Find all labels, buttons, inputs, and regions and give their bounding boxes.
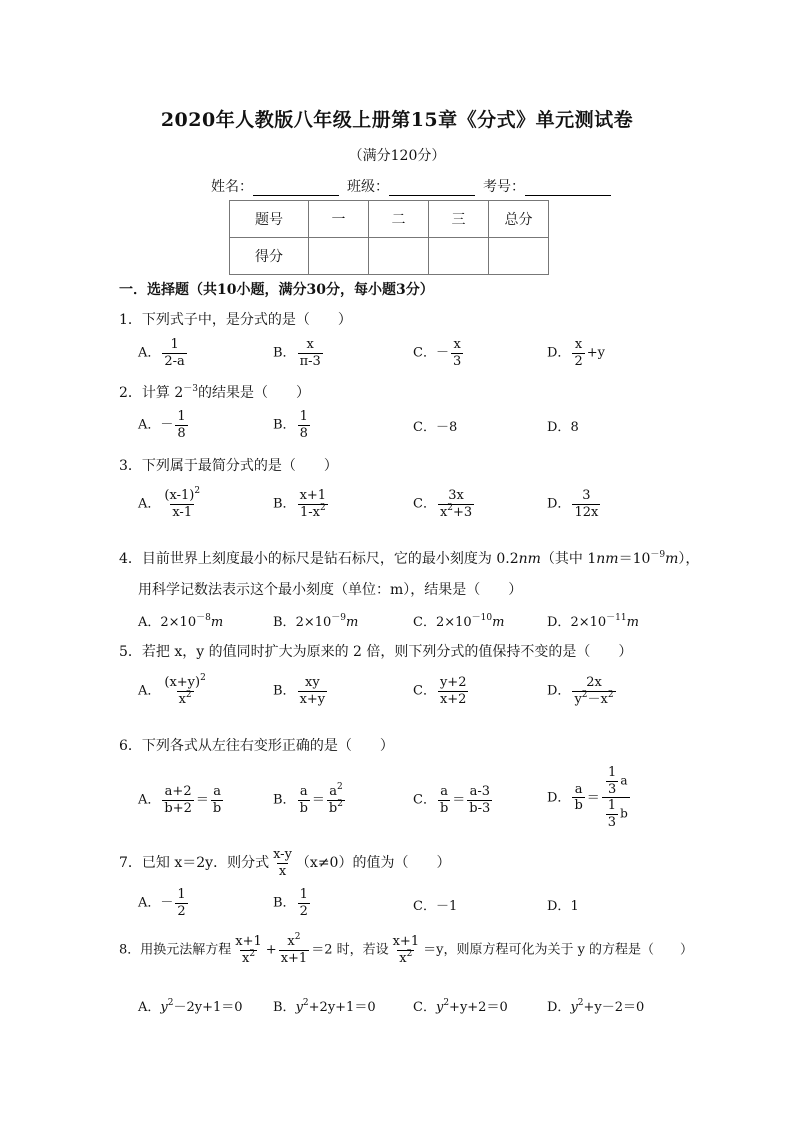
score-cell[interactable]: [489, 238, 549, 275]
q2-option-c: C．－8: [413, 420, 458, 435]
page-subtitle: （满分120分）: [348, 148, 446, 164]
q4-stem-line1: 4．目前世界上刻度最小的标尺是钻石标尺，它的最小刻度为 0.2nm（其中 $1nm=10^{-9}m$），: [119, 550, 700, 567]
class-label: 班级：: [347, 179, 389, 195]
q6-option-a: A． $\frac{a+2}{b+2}$ ＝ $\frac{a}{b}$: [138, 784, 222, 816]
score-table-header-cell: 二: [369, 201, 429, 238]
q4-option-c: C．$2\times 10^{-10}m$: [413, 613, 505, 630]
q3-option-b: B． $\frac{x+1}{1-x^2}$: [273, 488, 327, 520]
name-field[interactable]: [253, 181, 339, 196]
q7-option-c: C．－1: [413, 899, 458, 914]
q5-stem: 5．若把 x，y 的值同时扩大为原来的 2 倍，则下列分式的值保持不变的是（ ）: [119, 644, 633, 660]
q1-stem: 1．下列式子中，是分式的是（ ）: [119, 312, 352, 328]
q6-option-d: D． $\frac{a}{b}$ ＝ $\frac{1}{3}$ a $\frac{1}{3}$ b: [547, 765, 628, 830]
q5-option-b: B． $\frac{xy}{x+y}$: [273, 675, 326, 707]
score-cell[interactable]: [369, 238, 429, 275]
q8-stem: 8．用换元法解方程 $\frac{x+1}{x^2}$ + $\frac{x^2}{x+1}$ ＝2 时，若设 $\frac{x+1}{x^2}$ ＝y，则原方程可化为关于 y 的方程是（ ）: [119, 932, 694, 966]
name-label: 姓名：: [211, 179, 253, 195]
score-cell[interactable]: [309, 238, 369, 275]
q2-option-b: B． $\frac{1}{8}$: [273, 409, 308, 441]
score-row-label: 得分: [230, 238, 309, 275]
q7-stem: 7．已知 x＝2y．则分式 $\frac{x-y}{x}$ （x≠0）的值为（ ）: [119, 847, 451, 879]
id-label: 考号：: [483, 179, 525, 195]
q3-stem: 3．下列属于最简分式的是（ ）: [119, 458, 338, 474]
q8-option-a: A．$y^2-2y+1=0$: [138, 998, 243, 1015]
q3-option-d: D． $\frac{3}{12x}$: [547, 488, 599, 520]
q7-option-a: A．－ $\frac{1}{2}$: [138, 887, 186, 919]
q6-option-b: B． $\frac{a}{b}$ ＝ $\frac{a^2}{b^2}$: [273, 782, 343, 816]
q5-option-a: A． $\frac{(x+y)^2}{x^2}$: [138, 673, 206, 707]
q4-option-d: D．$2\times 10^{-11}m$: [547, 613, 639, 630]
id-field[interactable]: [525, 181, 611, 196]
q4-option-b: B．$2\times 10^{-9}m$: [273, 613, 359, 630]
score-cell[interactable]: [429, 238, 489, 275]
q8-option-c: C．$y^2+y+2=0$: [413, 998, 508, 1015]
q4-option-a: A．$2\times 10^{-8}m$: [138, 613, 224, 630]
class-field[interactable]: [389, 181, 475, 196]
score-table: [229, 200, 549, 275]
score-table-header-row: [230, 201, 549, 238]
q2-option-a: A．－ $\frac{1}{8}$: [138, 409, 186, 441]
q3-option-a: A． $\frac{(x-1)^2}{x-1}$: [138, 486, 201, 520]
score-table-header-cell: 题号: [230, 201, 309, 238]
q3-option-c: C． $\frac{3x}{x^2+3}$: [413, 488, 473, 520]
q6-stem: 6．下列各式从左往右变形正确的是（ ）: [119, 738, 394, 754]
q1-option-a: A． $\frac{1}{2-a}$: [138, 337, 185, 369]
score-table-score-row: [230, 238, 549, 275]
q7-option-d: D．1: [547, 899, 579, 914]
section-heading: 一．选择题（共10小题，满分30分，每小题3分）: [119, 282, 434, 298]
q2-stem: 2．计算 $2^{-3}$的结果是（ ）: [119, 384, 310, 401]
student-info: [211, 176, 619, 196]
page-title: 2020年人教版八年级上册第15章《分式》单元测试卷: [160, 109, 634, 131]
score-table-header-cell: 三: [429, 201, 489, 238]
q2-option-d: D．8: [547, 420, 579, 435]
q8-option-d: D．$y^2+y-2=0$: [547, 998, 645, 1015]
q5-option-d: D． $\frac{2x}{y^2-x^2}$: [547, 675, 614, 707]
q6-option-c: C． $\frac{a}{b}$ ＝ $\frac{a-3}{b-3}$: [413, 784, 491, 816]
score-table-header-cell: 总分: [489, 201, 549, 238]
q4-stem-line2: 用科学记数法表示这个最小刻度（单位：m），结果是（ ）: [138, 582, 523, 598]
q1-option-b: B． $\frac{x}{\pi-3}$: [273, 337, 321, 369]
q5-option-c: C． $\frac{y+2}{x+2}$: [413, 675, 467, 707]
q1-option-d: D． $\frac{x}{2}$ +y: [547, 337, 605, 369]
q7-option-b: B． $\frac{1}{2}$: [273, 887, 308, 919]
q8-option-b: B．$y^2+2y+1=0$: [273, 998, 376, 1015]
q1-option-c: C．－ $\frac{x}{3}$: [413, 337, 462, 369]
score-table-header-cell: 一: [309, 201, 369, 238]
